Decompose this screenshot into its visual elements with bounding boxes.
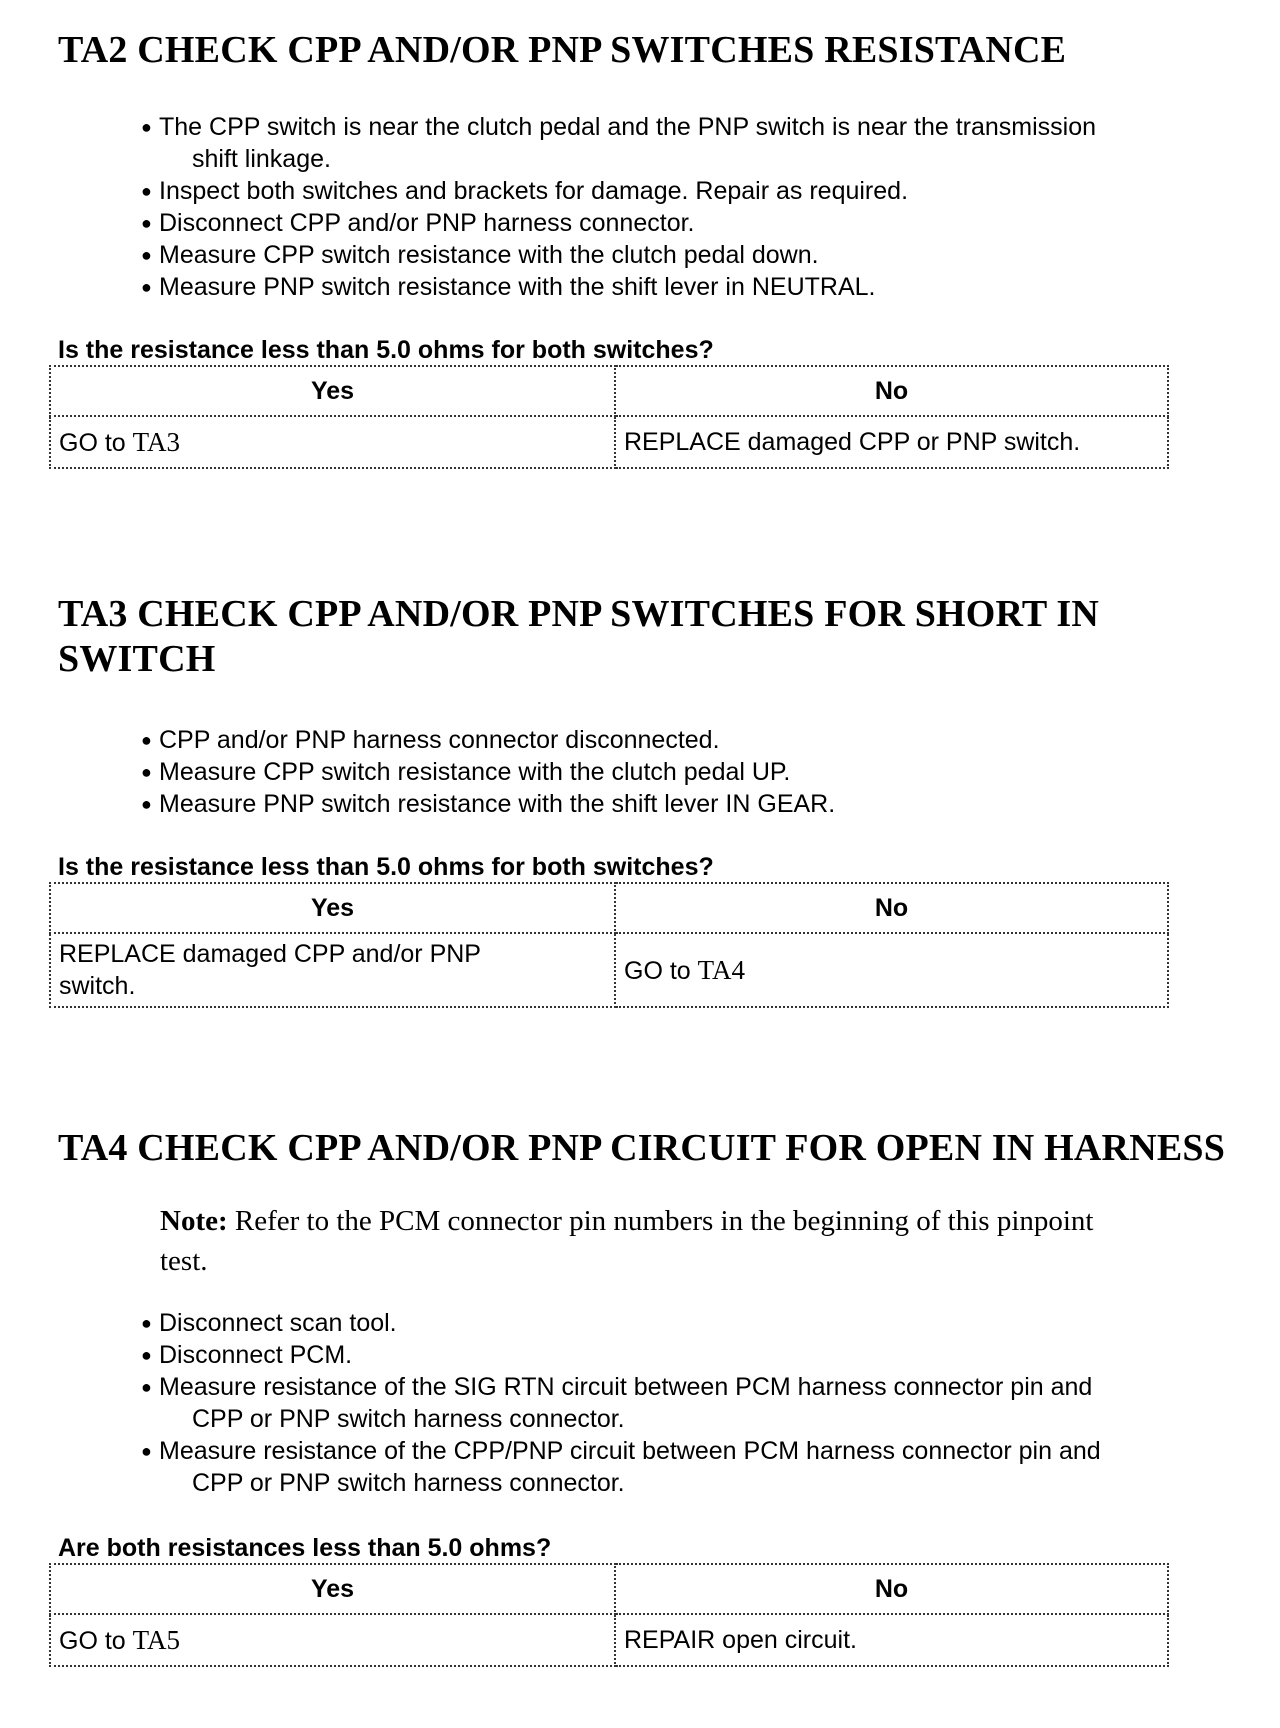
section-title: TA3 CHECK CPP AND/OR PNP SWITCHES FOR SHORT IN SWITCH bbox=[58, 593, 1100, 680]
list-item: ● Measure resistance of the SIG RTN circuit between PCM harness connector pin and CPP or PNP switch harness connector. bbox=[141, 1373, 1093, 1433]
list-item: ● Inspect both switches and brackets for damage. Repair as required. bbox=[141, 177, 909, 205]
bullet-icon: ● bbox=[141, 117, 152, 137]
list-item: ● Measure CPP switch resistance with the clutch pedal UP. bbox=[141, 758, 791, 786]
note: Note: Refer to the PCM connector pin numbers in the beginning of this pinpoint test. bbox=[160, 1205, 1094, 1277]
answer-table bbox=[49, 365, 1169, 469]
bullet-icon: ● bbox=[141, 213, 152, 233]
section-title: TA4 CHECK CPP AND/OR PNP CIRCUIT FOR OPEN IN HARNESS bbox=[58, 1127, 1226, 1169]
yes-link[interactable]: TA5 bbox=[132, 1624, 180, 1655]
table-row bbox=[50, 933, 1168, 1007]
step-list bbox=[58, 724, 1248, 820]
table-row bbox=[50, 1614, 1168, 1666]
question: Are both resistances less than 5.0 ohms? bbox=[58, 1534, 552, 1562]
bullet-icon: ● bbox=[141, 730, 152, 750]
list-item: ● The CPP switch is near the clutch pedal and the PNP switch is near the transmission shift linkage. bbox=[141, 113, 1097, 173]
yes-cell: GO to TA3 bbox=[50, 416, 615, 468]
step-list bbox=[58, 111, 1248, 303]
list-item: ● Measure CPP switch resistance with the clutch pedal down. bbox=[141, 241, 819, 269]
list-item: ● Disconnect scan tool. bbox=[141, 1309, 397, 1337]
section-ta3 bbox=[58, 592, 1248, 1008]
no-cell: GO to TA4 bbox=[615, 933, 1168, 1007]
list-item: ● Measure PNP switch resistance with the shift lever IN GEAR. bbox=[141, 790, 836, 818]
bullet-icon: ● bbox=[141, 794, 152, 814]
answer-table bbox=[49, 1563, 1169, 1667]
bullet-icon: ● bbox=[141, 1313, 152, 1333]
no-link[interactable]: TA4 bbox=[697, 954, 745, 985]
table-row bbox=[50, 416, 1168, 468]
answer-table bbox=[49, 882, 1169, 1008]
step-list bbox=[58, 1307, 1248, 1499]
list-item: ● Measure PNP switch resistance with the shift lever in NEUTRAL. bbox=[141, 273, 876, 301]
no-header: No bbox=[615, 1564, 1168, 1614]
no-cell: REPAIR open circuit. bbox=[615, 1614, 1168, 1666]
bullet-icon: ● bbox=[141, 1345, 152, 1365]
section-ta4 bbox=[58, 1126, 1248, 1667]
bullet-icon: ● bbox=[141, 181, 152, 201]
bullet-icon: ● bbox=[141, 762, 152, 782]
yes-link[interactable]: TA3 bbox=[132, 426, 180, 457]
yes-cell: REPLACE damaged CPP and/or PNP switch. bbox=[50, 933, 615, 1007]
bullet-icon: ● bbox=[141, 245, 152, 265]
list-item: ● Disconnect CPP and/or PNP harness connector. bbox=[141, 209, 695, 237]
yes-header: Yes bbox=[50, 366, 615, 416]
section-ta2 bbox=[58, 28, 1248, 469]
bullet-icon: ● bbox=[141, 277, 152, 297]
list-item: ● Measure resistance of the CPP/PNP circuit between PCM harness connector pin and CPP or PNP switch harness connector. bbox=[141, 1437, 1101, 1497]
table-header-row bbox=[50, 883, 1168, 933]
no-cell: REPLACE damaged CPP or PNP switch. bbox=[615, 416, 1168, 468]
list-item: ● Disconnect PCM. bbox=[141, 1341, 353, 1369]
yes-header: Yes bbox=[50, 883, 615, 933]
yes-header: Yes bbox=[50, 1564, 615, 1614]
bullet-icon: ● bbox=[141, 1441, 152, 1461]
question: Is the resistance less than 5.0 ohms for both switches? bbox=[58, 336, 714, 364]
no-header: No bbox=[615, 883, 1168, 933]
yes-cell: GO to TA5 bbox=[50, 1614, 615, 1666]
list-item: ● CPP and/or PNP harness connector disconnected. bbox=[141, 726, 720, 754]
table-header-row bbox=[50, 366, 1168, 416]
section-title: TA2 CHECK CPP AND/OR PNP SWITCHES RESISTANCE bbox=[58, 29, 1067, 71]
question: Is the resistance less than 5.0 ohms for both switches? bbox=[58, 853, 714, 881]
note-label: Note: bbox=[160, 1205, 228, 1237]
table-header-row bbox=[50, 1564, 1168, 1614]
bullet-icon: ● bbox=[141, 1377, 152, 1397]
no-header: No bbox=[615, 366, 1168, 416]
